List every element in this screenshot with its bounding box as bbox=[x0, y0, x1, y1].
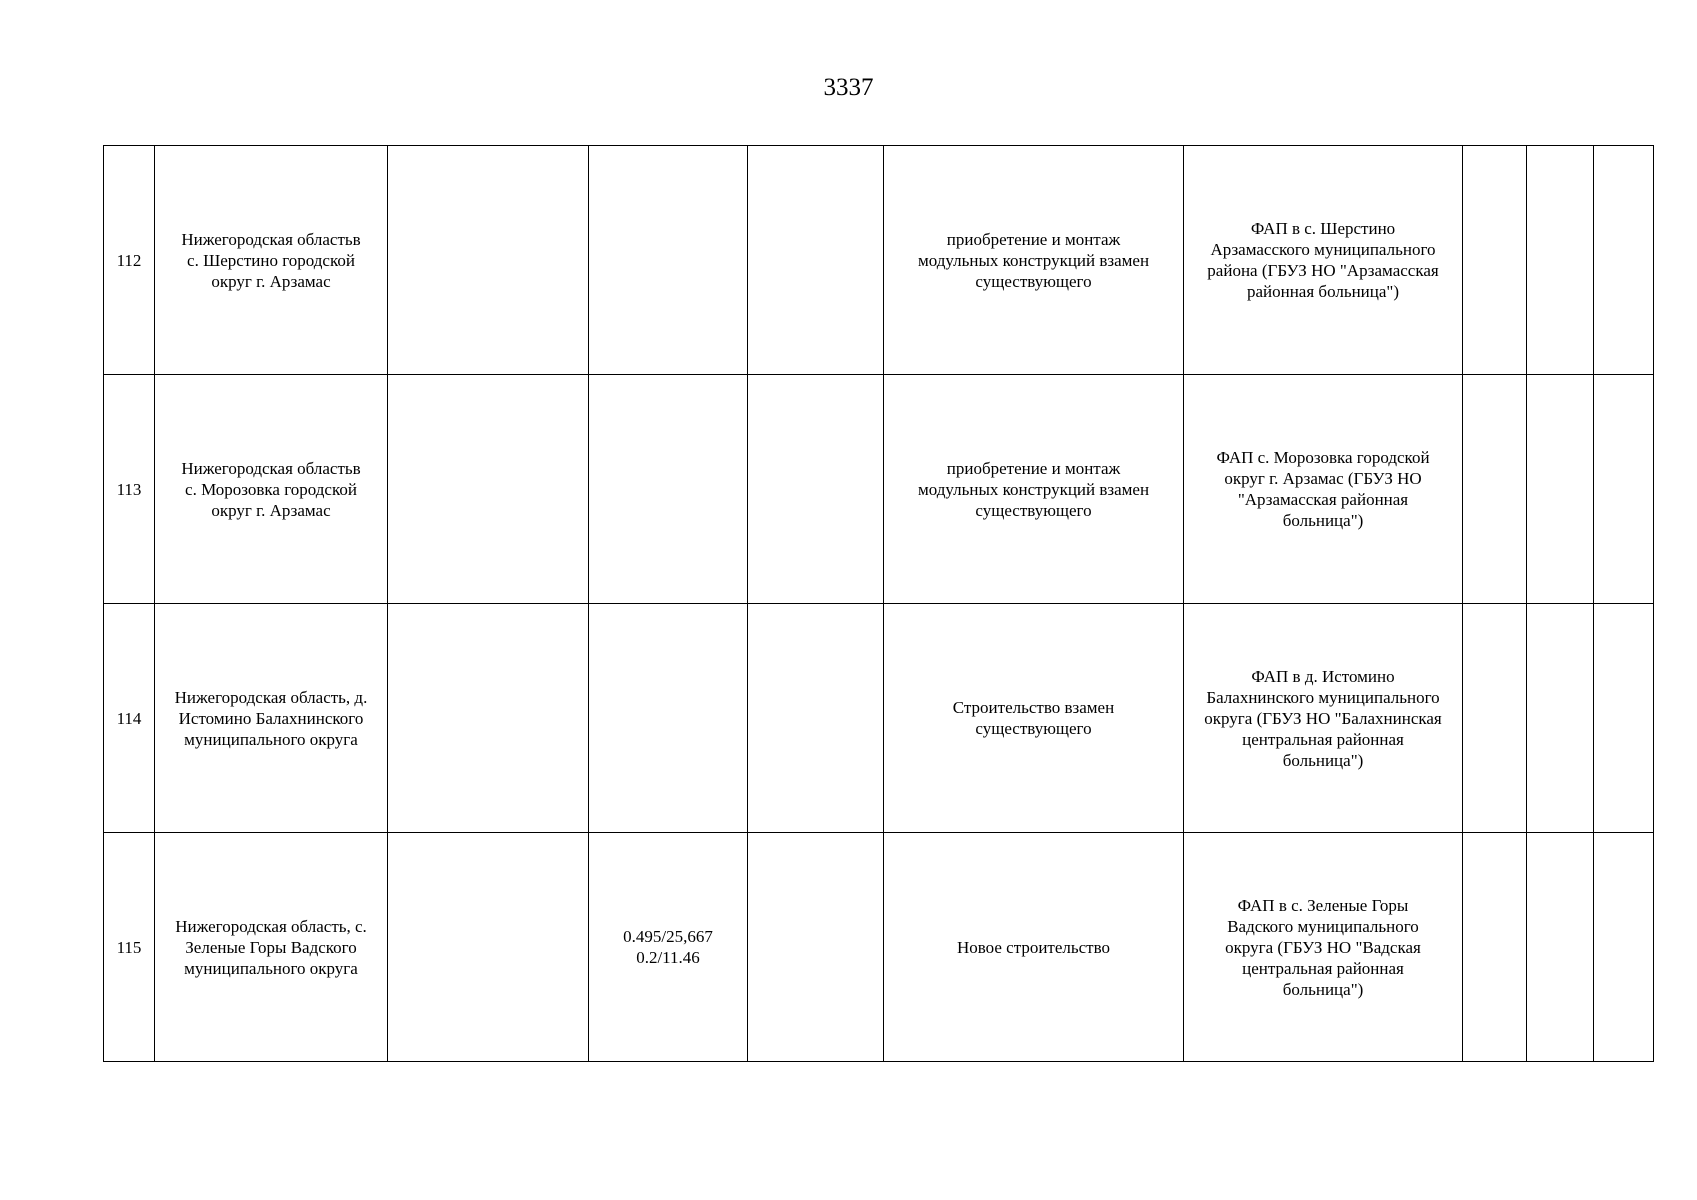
facility-cell bbox=[1184, 146, 1463, 375]
empty-cell-10 bbox=[1594, 604, 1654, 833]
work-type-text: приобретение и монтаж модульных конструкций взамен существующего bbox=[917, 458, 1150, 520]
empty-cell-9 bbox=[1527, 146, 1594, 375]
table-row bbox=[104, 604, 1654, 833]
empty-cell-5 bbox=[748, 604, 884, 833]
row-number-cell bbox=[104, 604, 155, 833]
capacity-cell bbox=[589, 375, 748, 604]
empty-cell-8 bbox=[1463, 146, 1527, 375]
facility-text: ФАП с. Морозовка городской округ г. Арзамас (ГБУЗ НО "Арзамасская районная больница") bbox=[1216, 448, 1430, 530]
facility-text: ФАП в с. Шерстино Арзамасского муниципального района (ГБУЗ НО "Арзамасская районная больница") bbox=[1207, 219, 1439, 301]
work-type-cell bbox=[884, 833, 1184, 1062]
empty-cell-9 bbox=[1527, 604, 1594, 833]
empty-cell-3 bbox=[388, 833, 589, 1062]
row-number: 112 bbox=[116, 250, 142, 270]
row-number: 115 bbox=[116, 937, 142, 957]
location-cell bbox=[155, 146, 388, 375]
facility-cell bbox=[1184, 604, 1463, 833]
empty-cell-3 bbox=[388, 375, 589, 604]
empty-cell-10 bbox=[1594, 146, 1654, 375]
empty-cell-10 bbox=[1594, 375, 1654, 604]
work-type-cell bbox=[884, 146, 1184, 375]
empty-cell-8 bbox=[1463, 375, 1527, 604]
facility-cell bbox=[1184, 375, 1463, 604]
location-cell bbox=[155, 604, 388, 833]
work-type-text: Новое строительство bbox=[956, 937, 1111, 957]
capacity-cell bbox=[589, 146, 748, 375]
row-number-cell bbox=[104, 833, 155, 1062]
work-type-text: Строительство взамен существующего bbox=[952, 698, 1115, 738]
work-type-text: приобретение и монтаж модульных конструкций взамен существующего bbox=[917, 229, 1150, 291]
work-type-cell bbox=[884, 604, 1184, 833]
empty-cell-8 bbox=[1463, 833, 1527, 1062]
table-row bbox=[104, 375, 1654, 604]
capacity-cell bbox=[589, 833, 748, 1062]
location-text: Нижегородская областьв с. Морозовка городской округ г. Арзамас bbox=[181, 458, 361, 520]
location-cell bbox=[155, 375, 388, 604]
table-row bbox=[104, 833, 1654, 1062]
table-body bbox=[104, 146, 1654, 1062]
capacity-text: 0.495/25,667 0.2/11.46 bbox=[623, 927, 713, 967]
empty-cell-9 bbox=[1527, 375, 1594, 604]
row-number-cell bbox=[104, 146, 155, 375]
location-cell bbox=[155, 833, 388, 1062]
empty-cell-3 bbox=[388, 604, 589, 833]
table-row bbox=[104, 146, 1654, 375]
empty-cell-8 bbox=[1463, 604, 1527, 833]
work-type-cell bbox=[884, 375, 1184, 604]
empty-cell-5 bbox=[748, 146, 884, 375]
row-number: 113 bbox=[116, 479, 142, 499]
data-table bbox=[103, 145, 1654, 1062]
location-text: Нижегородская область, д. Истомино Балахнинского муниципального округа bbox=[174, 687, 368, 749]
location-text: Нижегородская область, с. Зеленые Горы Вадского муниципального округа bbox=[175, 916, 367, 978]
facility-text: ФАП в д. Истомино Балахнинского муниципального округа (ГБУЗ НО "Балахнинская центральная районная больница") bbox=[1204, 666, 1442, 770]
row-number-cell bbox=[104, 375, 155, 604]
page-number: 3337 bbox=[823, 74, 874, 101]
row-number: 114 bbox=[116, 708, 142, 728]
empty-cell-9 bbox=[1527, 833, 1594, 1062]
empty-cell-10 bbox=[1594, 833, 1654, 1062]
empty-cell-5 bbox=[748, 833, 884, 1062]
empty-cell-5 bbox=[748, 375, 884, 604]
empty-cell-3 bbox=[388, 146, 589, 375]
capacity-cell bbox=[589, 604, 748, 833]
location-text: Нижегородская областьв с. Шерстино городской округ г. Арзамас bbox=[181, 229, 361, 291]
facility-cell bbox=[1184, 833, 1463, 1062]
facility-text: ФАП в с. Зеленые Горы Вадского муниципального округа (ГБУЗ НО "Вадская центральная районная больница") bbox=[1225, 895, 1421, 999]
